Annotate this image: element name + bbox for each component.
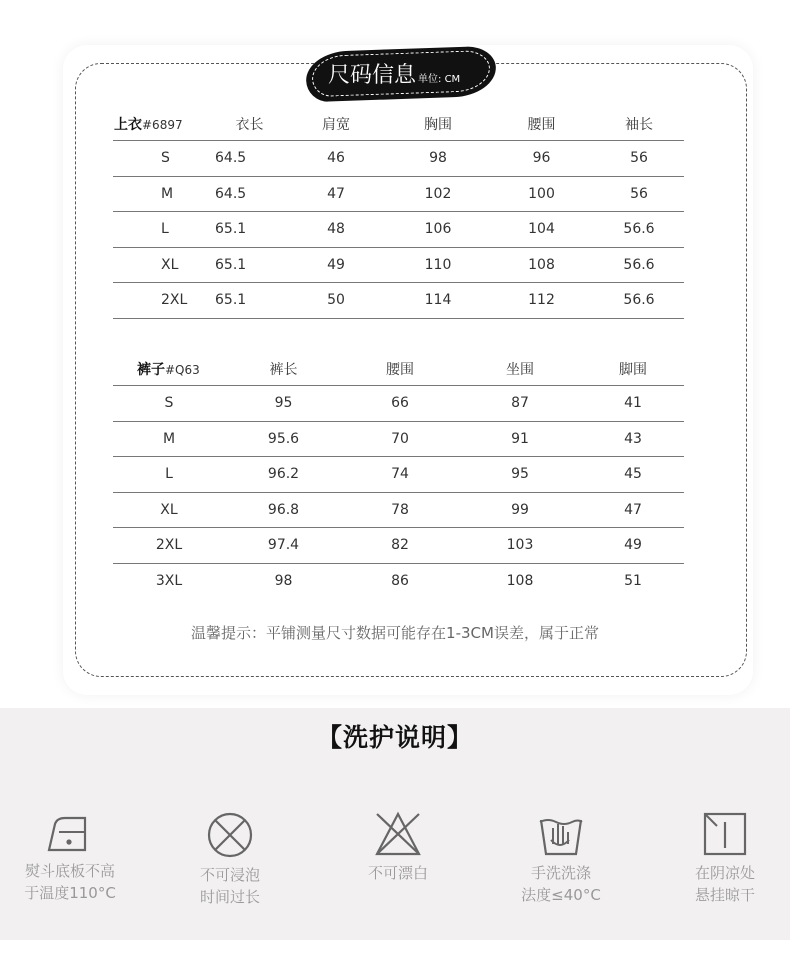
size-cell: M bbox=[113, 176, 214, 212]
measurement-cell: 56.6 bbox=[594, 283, 684, 319]
size-cell: M bbox=[113, 421, 225, 457]
measurement-cell: 49 bbox=[285, 247, 387, 283]
dry-shade-icon bbox=[700, 810, 750, 858]
column-header: 袖长 bbox=[594, 107, 684, 141]
measurement-cell: 66 bbox=[342, 386, 458, 422]
care-label-line: 法度≤40°C bbox=[521, 886, 601, 904]
column-header: 坐围 bbox=[458, 352, 582, 386]
size-cell: XL bbox=[113, 247, 214, 283]
measurement-cell: 103 bbox=[458, 528, 582, 564]
measurement-cell: 108 bbox=[489, 247, 594, 283]
size-cell: XL bbox=[113, 492, 225, 528]
measurement-cell: 110 bbox=[387, 247, 489, 283]
table-header-row bbox=[113, 352, 684, 386]
measurement-cell: 56 bbox=[594, 141, 684, 177]
column-header: 裤长 bbox=[225, 352, 342, 386]
measurement-cell: 49 bbox=[582, 528, 684, 564]
measurement-cell: 64.5 bbox=[214, 176, 285, 212]
tops-size-table bbox=[113, 107, 684, 319]
measurement-cell: 96.2 bbox=[225, 457, 342, 493]
care-item-dry-shade bbox=[660, 810, 790, 906]
measurement-cell: 87 bbox=[458, 386, 582, 422]
measurement-cell: 56.6 bbox=[594, 247, 684, 283]
measurement-cell: 114 bbox=[387, 283, 489, 319]
table-row bbox=[113, 457, 684, 493]
column-header: 腰围 bbox=[342, 352, 458, 386]
tops-header-label: 上衣#6897 bbox=[113, 107, 214, 141]
pants-header-label: 裤子#Q63 bbox=[113, 352, 225, 386]
measurement-tip: 温馨提示：平铺测量尺寸数据可能存在1-3CM误差，属于正常 bbox=[191, 624, 599, 642]
column-header: 肩宽 bbox=[285, 107, 387, 141]
no-bleach-icon bbox=[373, 810, 423, 858]
title-unit: 单位: CM bbox=[418, 74, 461, 85]
measurement-cell: 48 bbox=[285, 212, 387, 248]
measurement-cell: 64.5 bbox=[214, 141, 285, 177]
table-row bbox=[113, 212, 684, 248]
size-cell: 3XL bbox=[155, 572, 183, 589]
size-cell: S bbox=[113, 386, 225, 422]
measurement-cell: 47 bbox=[582, 492, 684, 528]
size-cell: 2XL bbox=[113, 283, 214, 319]
size-cell: L bbox=[113, 212, 214, 248]
care-label-line: 在阴凉处 bbox=[694, 864, 755, 882]
care-label-line: 于温度110°C bbox=[24, 884, 116, 902]
column-header: 胸围 bbox=[387, 107, 489, 141]
measurement-cell: 112 bbox=[489, 283, 594, 319]
measurement-cell: 95 bbox=[458, 457, 582, 493]
table-header-row bbox=[113, 107, 684, 141]
care-item-no-bleach bbox=[333, 810, 463, 884]
pants-size-table bbox=[113, 352, 684, 598]
measurement-cell: 106 bbox=[387, 212, 489, 248]
measurement-cell: 65.1 bbox=[214, 247, 285, 283]
measurement-cell: 98 bbox=[387, 141, 489, 177]
measurement-cell: 86 bbox=[391, 572, 409, 589]
column-header: 腰围 bbox=[489, 107, 594, 141]
measurement-cell: 99 bbox=[458, 492, 582, 528]
care-label-line: 时间过长 bbox=[199, 888, 260, 906]
table-row bbox=[113, 528, 684, 564]
measurement-cell: 97.4 bbox=[225, 528, 342, 564]
care-item-no-soak bbox=[165, 810, 295, 908]
table-row bbox=[113, 247, 684, 283]
size-cell: S bbox=[113, 141, 214, 177]
size-cell: L bbox=[113, 457, 225, 493]
measurement-cell: 41 bbox=[582, 386, 684, 422]
table-row bbox=[113, 176, 684, 212]
table-row bbox=[113, 492, 684, 528]
measurement-cell: 104 bbox=[489, 212, 594, 248]
measurement-cell: 70 bbox=[342, 421, 458, 457]
measurement-cell: 56.6 bbox=[594, 212, 684, 248]
measurement-cell: 98 bbox=[274, 572, 293, 589]
measurement-cell: 51 bbox=[624, 572, 642, 589]
size-info-title bbox=[328, 58, 460, 89]
care-item-iron bbox=[5, 810, 135, 904]
measurement-cell: 96 bbox=[489, 141, 594, 177]
title-main: 尺码信息 bbox=[328, 63, 417, 88]
care-label-line: 不可漂白 bbox=[367, 864, 428, 882]
column-header: 脚围 bbox=[582, 352, 684, 386]
care-item-hand-wash bbox=[496, 810, 626, 906]
care-title: 【洗护说明】 bbox=[316, 723, 473, 752]
measurement-cell: 91 bbox=[458, 421, 582, 457]
measurement-cell: 65.1 bbox=[214, 212, 285, 248]
table-row bbox=[113, 141, 684, 177]
measurement-cell: 102 bbox=[387, 176, 489, 212]
measurement-cell: 82 bbox=[342, 528, 458, 564]
table-row bbox=[113, 563, 684, 598]
column-header: 衣长 bbox=[214, 107, 285, 141]
table-row bbox=[113, 386, 684, 422]
care-label-line: 熨斗底板不高 bbox=[24, 862, 115, 880]
size-cell: 2XL bbox=[113, 528, 225, 564]
care-label-line: 手洗洗涤 bbox=[530, 864, 591, 882]
measurement-cell: 78 bbox=[342, 492, 458, 528]
measurement-cell: 65.1 bbox=[214, 283, 285, 319]
measurement-cell: 95.6 bbox=[225, 421, 342, 457]
table-row bbox=[113, 283, 684, 319]
measurement-cell: 95 bbox=[225, 386, 342, 422]
measurement-cell: 47 bbox=[285, 176, 387, 212]
iron-icon bbox=[45, 810, 95, 856]
measurement-cell: 45 bbox=[582, 457, 684, 493]
care-label-line: 悬挂晾干 bbox=[694, 886, 755, 904]
table-row bbox=[113, 421, 684, 457]
measurement-cell: 100 bbox=[489, 176, 594, 212]
care-label-line: 不可浸泡 bbox=[199, 866, 260, 884]
no-soak-icon bbox=[205, 810, 255, 860]
measurement-cell: 74 bbox=[342, 457, 458, 493]
hand-wash-icon bbox=[536, 810, 586, 858]
measurement-cell: 96.8 bbox=[225, 492, 342, 528]
measurement-cell: 46 bbox=[285, 141, 387, 177]
measurement-cell: 56 bbox=[594, 176, 684, 212]
measurement-cell: 43 bbox=[582, 421, 684, 457]
measurement-cell: 50 bbox=[285, 283, 387, 319]
measurement-cell: 108 bbox=[506, 572, 534, 589]
